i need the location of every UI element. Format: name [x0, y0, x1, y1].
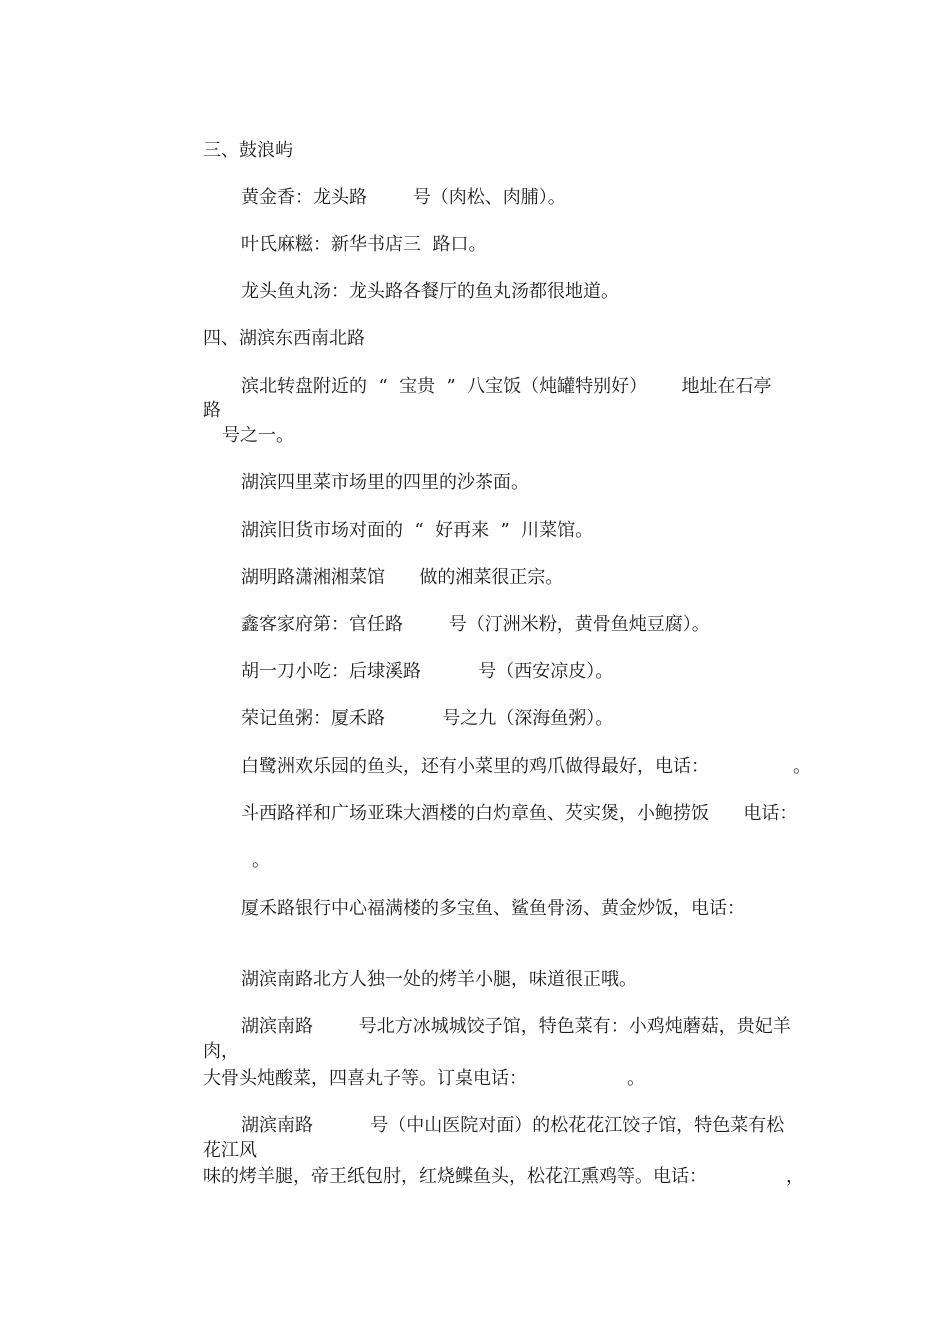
- entry-songhuajiang-line3: 味的烤羊腿，帝王纸包肘，红烧鲽鱼头，松花江熏鸡等。电话：: [203, 1166, 707, 1187]
- entry-yeshi-maci: 叶氏麻糍：新华书店三 路口。: [241, 234, 487, 255]
- section-heading-gulangyu: 三、鼓浪屿: [203, 140, 293, 161]
- section-heading-hubin: 四、湖滨东西南北路: [203, 328, 365, 349]
- entry-longtou-fishball: 龙头鱼丸汤：龙头路各餐厅的鱼丸汤都很地道。: [241, 281, 619, 302]
- entry-baogui-line1: 滨北转盘附近的 “ 宝贵 ” 八宝饭（炖罐特别好） 地址在石亭: [241, 376, 772, 397]
- entry-huangjinxiang: 黄金香：龙头路 号（肉松、肉脯）。: [241, 187, 566, 208]
- entry-baogui-line3: 号之一。: [222, 425, 294, 446]
- entry-huyidao: 胡一刀小吃：后埭溪路 号（西安凉皮）。: [241, 661, 614, 682]
- entry-xiaoxiang: 湖明路潇湘湘菜馆 做的湘菜很正宗。: [241, 567, 564, 588]
- entry-fumanlou: 厦禾路银行中心福满楼的多宝鱼、鲨鱼骨汤、黄金炒饭，电话：: [241, 898, 745, 919]
- entry-songhuajiang-end: ，: [786, 1166, 804, 1187]
- entry-bailuzhou-end: 。: [793, 756, 811, 777]
- entry-bingcheng-line2: 肉，: [203, 1041, 239, 1062]
- entry-haozailai: 湖滨旧货市场对面的 “ 好再来 ” 川菜馆。: [241, 520, 594, 541]
- entry-baogui-line2: 路: [203, 400, 221, 421]
- entry-bailuzhou: 白鹭洲欢乐园的鱼头，还有小菜里的鸡爪做得最好，电话：: [241, 756, 709, 777]
- entry-songhuajiang-line1: 湖滨南路 号（中山医院对面）的松花花江饺子馆，特色菜有松: [241, 1115, 785, 1136]
- entry-songhuajiang-line2: 花江风: [203, 1140, 257, 1161]
- entry-bingcheng-end: 。: [627, 1068, 645, 1089]
- entry-bingcheng-line3: 大骨头炖酸菜，四喜丸子等。订桌电话：: [203, 1068, 527, 1089]
- entry-bingcheng-line1: 湖滨南路 号北方冰城城饺子馆，特色菜有：小鸡炖蘑菇，贵妃羊: [241, 1016, 791, 1037]
- entry-yazhu-end: 。: [252, 850, 270, 871]
- entry-rongji: 荣记鱼粥：厦禾路 号之九（深海鱼粥）。: [241, 708, 614, 729]
- entry-sili-shacha: 湖滨四里菜市场里的四里的沙茶面。: [241, 472, 529, 493]
- entry-yazhu: 斗西路祥和广场亚珠大酒楼的白灼章鱼、芡实煲，小鲍捞饭 电话：: [241, 803, 798, 824]
- entry-beifangren: 湖滨南路北方人独一处的烤羊小腿，味道很正哦。: [241, 969, 637, 990]
- entry-xinkejia: 鑫客家府第：官任路 号（汀洲米粉，黄骨鱼炖豆腐）。: [241, 614, 710, 635]
